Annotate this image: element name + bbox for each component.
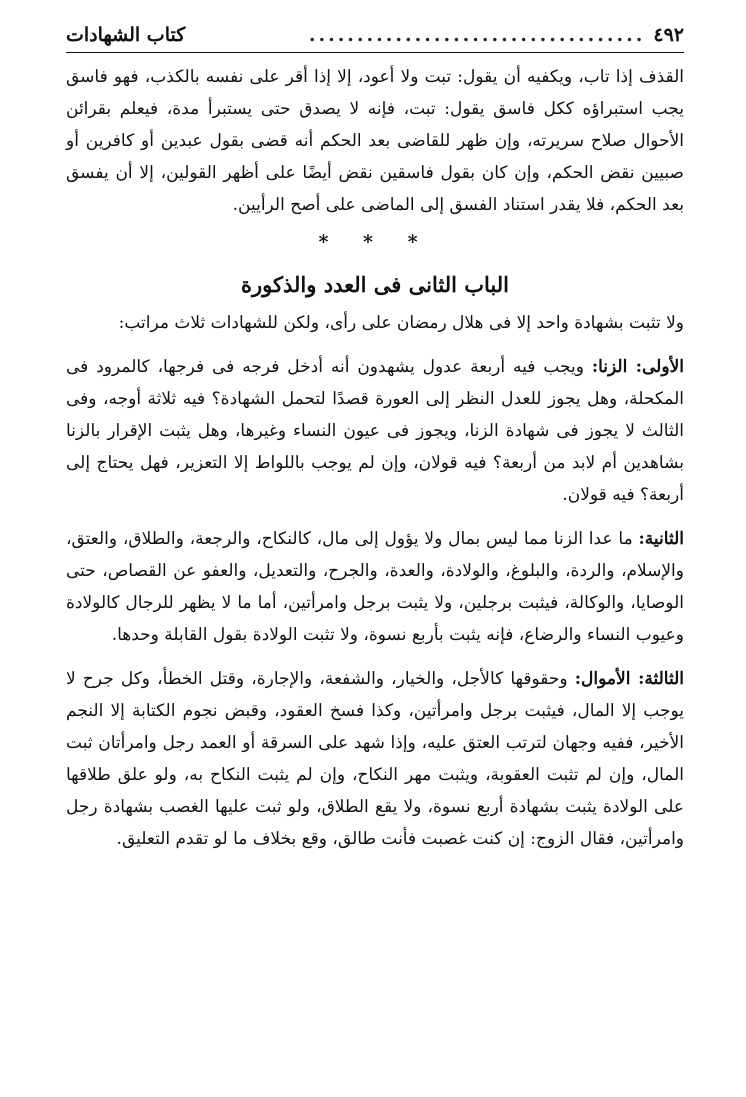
section-second-text: ما عدا الزنا مما ليس بمال ولا يؤول إلى مال، كالنكاح، والرجعة، والطلاق، والعتق، والإسلام، والردة، والبلوغ، والولادة، والعدة، والجرح، والتعديل، والعفو عن القصاص، حتى الوصايا، والوكالة، فيثبت برجلين، ولا يثبت برجل وامرأتين، أما ما لا يظهر للرجال كالولادة وعيوب النساء والرضاع، فإنه يثبت بأربع نسوة، ولا تثبت الولادة بقول القابلة وحدها. xyxy=(66,529,684,645)
chapter-title: الباب الثانى فى العدد والذكورة xyxy=(241,272,509,297)
paragraph-gap xyxy=(66,339,684,351)
paragraph-gap xyxy=(66,511,684,523)
intro-paragraph: القذف إذا تاب، ويكفيه أن يقول: تبت ولا أعود، إلا إذا أقر على نفسه بالكذب، فهو فاسق يجب استبراؤه ككل فاسق يقول: تبت، فإنه لا يصدق حتى يستبرأ مدة، فيعلم بقرائن الأحوال صلاح سريرته، وإن ظهر للقاضى بعد الحكم أنه قضى بقول عبدين أو كافرين أو صبيين نقض الحكم، وإن كان بقول فاسقين نقض أيضًا على أظهر القولين، إلا أن يفسق بعد الحكم، فلا يقدر استناد الفسق إلى الماضى على أصح الرأيين. xyxy=(66,67,684,215)
section-third-text: وحقوقها كالأجل، والخيار، والشفعة، والإجارة، وقتل الخطأ، وكل جرح لا يوجب إلا المال، فيثبت برجل وامرأتين، وكذا فسخ العقود، وقبض نجوم الكتابة إلا النجم الأخير، ففيه وجهان لترتب العتق عليه، وإذا شهد على السرقة أو العمد رجل وامرأتان ثبت المال، وإن لم تثبت العقوبة، ويثبت مهر النكاح، وإن لم يثبت النكاح به، ولو علق طلاقها على الولادة يثبت بشهادة أربع نسوة، ولا يقع الطلاق، ولو ثبت عليها الغصب بشهادة رجل وامرأتين، فقال الزوج: إن كنت غصبت فأنت طالق، وقع بخلاف ما لو تقدم التعليق. xyxy=(66,669,685,849)
section-third-heading: الثالثة: الأموال: xyxy=(574,669,684,689)
section-first-text: ويجب فيه أربعة عدول يشهدون أنه أدخل فرجه فى فرجها، كالمرود فى المكحلة، وهل يجوز للعدل النظر إلى العورة قصدًا لتحمل الشهادة؟ فيه ثلاثة أوجه، وفى الثالث لا يجوز فى شهادة الزنا، ويجوز فى عيون النساء وغيرها، وهل يثبت الإقرار بالزنا بشاهدين أم لابد من أربعة؟ فيه قولان، وإن لم يوجب باللواط إلا التعزير، فهل يحتاج إلى أربعة؟ فيه قولان. xyxy=(66,357,684,505)
section-second xyxy=(66,523,684,651)
section-first-zina xyxy=(66,351,684,511)
section-separator: * * * xyxy=(318,231,432,253)
book-title: كتاب الشهادات xyxy=(66,24,186,46)
paragraph-gap xyxy=(66,651,684,663)
section-first-heading: الأولى: الزنا: xyxy=(591,357,684,377)
section-second-heading: الثانية: xyxy=(638,529,684,549)
opening-paragraph: ولا تثبت بشهادة واحد إلا فى هلال رمضان على رأى، ولكن للشهادات ثلاث مراتب: xyxy=(118,313,684,333)
header-leader-dots: ................................... xyxy=(308,24,646,46)
section-third-amwal xyxy=(66,663,684,855)
running-header xyxy=(66,22,684,53)
page-number: ٤٩٢ xyxy=(653,24,684,46)
